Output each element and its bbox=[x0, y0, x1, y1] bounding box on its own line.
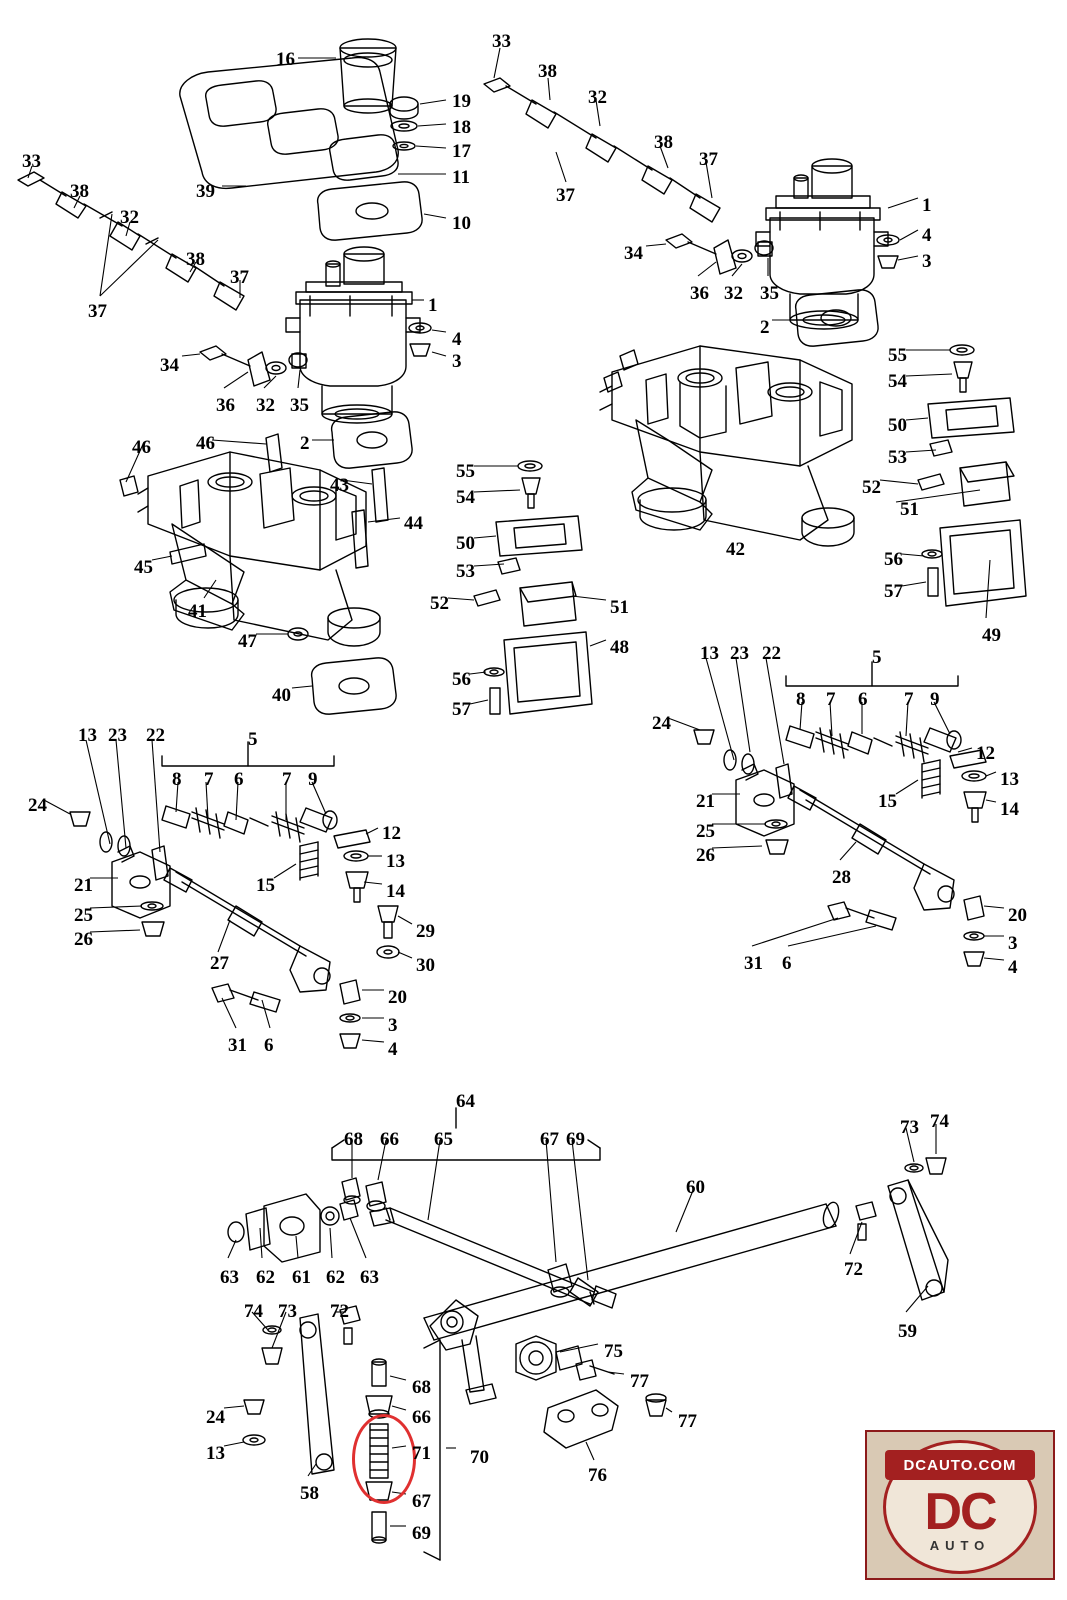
part-number-callout: 21 bbox=[74, 875, 93, 896]
part-number-callout: 45 bbox=[134, 557, 153, 578]
part-number-callout: 57 bbox=[884, 581, 903, 602]
part-number-callout: 73 bbox=[278, 1301, 297, 1322]
part-number-callout: 13 bbox=[700, 643, 719, 664]
part-number-callout: 69 bbox=[566, 1129, 585, 1150]
part-number-callout: 38 bbox=[538, 61, 557, 82]
part-number-callout: 59 bbox=[898, 1321, 917, 1342]
part-number-callout: 65 bbox=[434, 1129, 453, 1150]
part-number-callout: 37 bbox=[699, 149, 718, 170]
part-number-callout: 31 bbox=[744, 953, 763, 974]
part-number-callout: 38 bbox=[70, 181, 89, 202]
part-number-callout: 1 bbox=[922, 195, 932, 216]
part-number-callout: 5 bbox=[248, 729, 258, 750]
watermark-brand: DC bbox=[924, 1483, 996, 1541]
part-number-callout: 2 bbox=[300, 433, 310, 454]
part-number-callout: 31 bbox=[228, 1035, 247, 1056]
part-number-callout: 6 bbox=[858, 689, 868, 710]
part-number-callout: 16 bbox=[276, 49, 295, 70]
part-number-callout: 50 bbox=[888, 415, 907, 436]
part-number-callout: 37 bbox=[556, 185, 575, 206]
part-number-callout: 36 bbox=[690, 283, 709, 304]
part-number-callout: 9 bbox=[308, 769, 318, 790]
part-number-callout: 1 bbox=[428, 295, 438, 316]
part-number-callout: 5 bbox=[872, 647, 882, 668]
part-number-callout: 24 bbox=[28, 795, 47, 816]
part-number-callout: 44 bbox=[404, 513, 423, 534]
part-number-callout: 74 bbox=[930, 1111, 949, 1132]
part-number-callout: 42 bbox=[726, 539, 745, 560]
part-number-callout: 4 bbox=[452, 329, 462, 350]
part-number-callout: 6 bbox=[264, 1035, 274, 1056]
part-number-callout: 58 bbox=[300, 1483, 319, 1504]
part-number-callout: 9 bbox=[930, 689, 940, 710]
part-number-callout: 25 bbox=[74, 905, 93, 926]
part-number-callout: 51 bbox=[610, 597, 629, 618]
part-number-callout: 68 bbox=[412, 1377, 431, 1398]
part-number-callout: 22 bbox=[146, 725, 165, 746]
part-number-callout: 12 bbox=[382, 823, 401, 844]
part-number-callout: 33 bbox=[492, 31, 511, 52]
part-number-callout: 60 bbox=[686, 1177, 705, 1198]
part-number-callout: 52 bbox=[862, 477, 881, 498]
part-number-callout: 76 bbox=[588, 1465, 607, 1486]
watermark-url: DCAUTO.COM bbox=[903, 1456, 1017, 1474]
part-number-callout: 56 bbox=[884, 549, 903, 570]
part-number-callout: 4 bbox=[1008, 957, 1018, 978]
part-number-callout: 34 bbox=[624, 243, 643, 264]
part-number-callout: 7 bbox=[826, 689, 836, 710]
part-number-callout: 19 bbox=[452, 91, 471, 112]
part-number-callout: 66 bbox=[380, 1129, 399, 1150]
part-number-callout: 46 bbox=[196, 433, 215, 454]
part-number-callout: 51 bbox=[900, 499, 919, 520]
part-number-callout: 54 bbox=[888, 371, 907, 392]
part-number-callout: 33 bbox=[22, 151, 41, 172]
part-number-callout: 32 bbox=[724, 283, 743, 304]
part-number-callout: 6 bbox=[234, 769, 244, 790]
part-number-callout: 8 bbox=[172, 769, 182, 790]
part-number-callout: 14 bbox=[1000, 799, 1019, 820]
part-number-callout: 77 bbox=[630, 1371, 649, 1392]
part-number-callout: 35 bbox=[290, 395, 309, 416]
part-number-callout: 71 bbox=[412, 1443, 431, 1464]
part-number-callout: 62 bbox=[256, 1267, 275, 1288]
part-number-callout: 13 bbox=[386, 851, 405, 872]
part-number-callout: 29 bbox=[416, 921, 435, 942]
part-number-callout: 12 bbox=[976, 743, 995, 764]
part-number-callout: 4 bbox=[388, 1039, 398, 1060]
part-number-callout: 23 bbox=[108, 725, 127, 746]
part-number-callout: 28 bbox=[832, 867, 851, 888]
part-number-callout: 57 bbox=[452, 699, 471, 720]
part-number-callout: 17 bbox=[452, 141, 471, 162]
part-number-callout: 72 bbox=[844, 1259, 863, 1280]
part-number-callout: 37 bbox=[88, 301, 107, 322]
dcauto-watermark-logo bbox=[865, 1430, 1055, 1580]
part-number-callout: 7 bbox=[204, 769, 214, 790]
part-number-callout: 38 bbox=[654, 132, 673, 153]
part-number-callout: 21 bbox=[696, 791, 715, 812]
part-number-callout: 8 bbox=[796, 689, 806, 710]
part-number-callout: 13 bbox=[78, 725, 97, 746]
part-number-callout: 4 bbox=[922, 225, 932, 246]
part-number-callout: 72 bbox=[330, 1301, 349, 1322]
part-number-callout: 27 bbox=[210, 953, 229, 974]
part-number-callout: 15 bbox=[256, 875, 275, 896]
part-number-callout: 23 bbox=[730, 643, 749, 664]
part-number-callout: 77 bbox=[678, 1411, 697, 1432]
part-number-callout: 6 bbox=[782, 953, 792, 974]
part-number-callout: 50 bbox=[456, 533, 475, 554]
part-number-callout: 40 bbox=[272, 685, 291, 706]
part-number-callout: 14 bbox=[386, 881, 405, 902]
part-number-callout: 13 bbox=[1000, 769, 1019, 790]
part-number-callout: 55 bbox=[888, 345, 907, 366]
part-number-callout: 53 bbox=[456, 561, 475, 582]
part-number-callout: 35 bbox=[760, 283, 779, 304]
part-number-callout: 54 bbox=[456, 487, 475, 508]
part-number-callout: 63 bbox=[220, 1267, 239, 1288]
part-number-callout: 68 bbox=[344, 1129, 363, 1150]
part-number-callout: 32 bbox=[588, 87, 607, 108]
part-number-callout: 34 bbox=[160, 355, 179, 376]
highlight-ellipse-part-71 bbox=[352, 1414, 416, 1504]
part-number-callout: 67 bbox=[540, 1129, 559, 1150]
part-number-callout: 11 bbox=[452, 167, 470, 188]
part-number-callout: 61 bbox=[292, 1267, 311, 1288]
part-number-callout: 24 bbox=[652, 713, 671, 734]
part-number-callout: 56 bbox=[452, 669, 471, 690]
part-number-callout: 2 bbox=[760, 317, 770, 338]
part-number-callout: 67 bbox=[412, 1491, 431, 1512]
part-number-callout: 75 bbox=[604, 1341, 623, 1362]
part-number-callout: 7 bbox=[282, 769, 292, 790]
part-number-callout: 47 bbox=[238, 631, 257, 652]
part-number-callout: 70 bbox=[470, 1447, 489, 1468]
part-number-callout: 63 bbox=[360, 1267, 379, 1288]
part-number-callout: 32 bbox=[120, 207, 139, 228]
part-number-callout: 53 bbox=[888, 447, 907, 468]
part-number-callout: 48 bbox=[610, 637, 629, 658]
part-number-callout: 32 bbox=[256, 395, 275, 416]
part-number-callout: 41 bbox=[188, 601, 207, 622]
part-number-callout: 20 bbox=[388, 987, 407, 1008]
part-number-callout: 3 bbox=[922, 251, 932, 272]
part-number-callout: 52 bbox=[430, 593, 449, 614]
part-number-callout: 43 bbox=[330, 475, 349, 496]
part-number-callout: 36 bbox=[216, 395, 235, 416]
part-number-callout: 26 bbox=[74, 929, 93, 950]
part-number-callout: 73 bbox=[900, 1117, 919, 1138]
part-number-callout: 22 bbox=[762, 643, 781, 664]
part-number-callout: 3 bbox=[388, 1015, 398, 1036]
part-number-callout: 7 bbox=[904, 689, 914, 710]
part-number-callout: 24 bbox=[206, 1407, 225, 1428]
part-number-callout: 62 bbox=[326, 1267, 345, 1288]
watermark-sub: AUTO bbox=[929, 1538, 991, 1553]
part-number-callout: 10 bbox=[452, 213, 471, 234]
part-number-callout: 39 bbox=[196, 181, 215, 202]
part-number-callout: 30 bbox=[416, 955, 435, 976]
part-number-callout: 74 bbox=[244, 1301, 263, 1322]
part-number-callout: 38 bbox=[186, 249, 205, 270]
part-number-callout: 3 bbox=[1008, 933, 1018, 954]
part-number-callout: 66 bbox=[412, 1407, 431, 1428]
part-number-callout: 64 bbox=[456, 1091, 475, 1112]
part-number-callout: 20 bbox=[1008, 905, 1027, 926]
part-number-callout: 69 bbox=[412, 1523, 431, 1544]
part-number-callout: 18 bbox=[452, 117, 471, 138]
part-number-callout: 49 bbox=[982, 625, 1001, 646]
part-number-callout: 26 bbox=[696, 845, 715, 866]
part-number-callout: 13 bbox=[206, 1443, 225, 1464]
part-number-callout: 3 bbox=[452, 351, 462, 372]
part-number-callout: 25 bbox=[696, 821, 715, 842]
part-number-callout: 55 bbox=[456, 461, 475, 482]
part-number-callout: 46 bbox=[132, 437, 151, 458]
part-number-callout: 15 bbox=[878, 791, 897, 812]
part-number-callout: 37 bbox=[230, 267, 249, 288]
